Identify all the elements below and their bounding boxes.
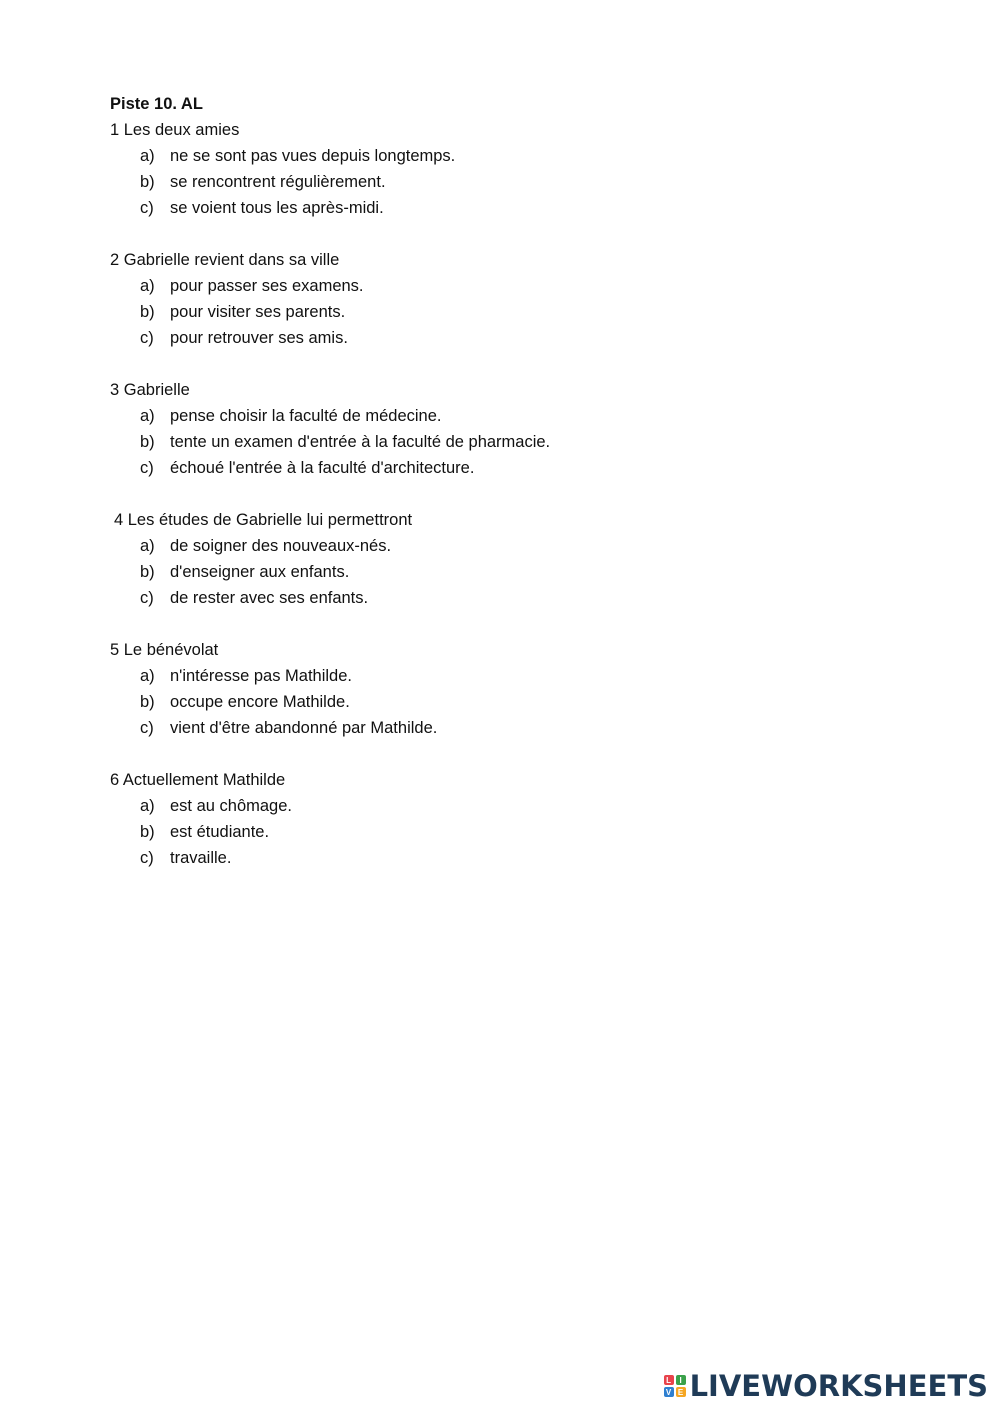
option-text: pense choisir la faculté de médecine. — [170, 407, 442, 425]
logo-mark-tile: I — [676, 1375, 686, 1385]
option-letter: a) — [140, 407, 155, 425]
option-text: occupe encore Mathilde. — [170, 693, 350, 711]
option-c[interactable] — [110, 195, 910, 221]
option-b[interactable] — [110, 559, 910, 585]
liveworksheets-logo — [664, 1369, 988, 1403]
option-c[interactable] — [110, 715, 910, 741]
option-letter: b) — [140, 563, 155, 581]
option-a[interactable] — [110, 793, 910, 819]
option-text: vient d'être abandonné par Mathilde. — [170, 719, 438, 737]
option-c[interactable] — [110, 455, 910, 481]
option-letter: c) — [140, 849, 154, 867]
question-text: 5 Le bénévolat — [110, 641, 219, 659]
option-letter: c) — [140, 589, 154, 607]
option-b[interactable] — [110, 429, 910, 455]
option-letter: b) — [140, 303, 155, 321]
option-letter: a) — [140, 537, 155, 555]
option-c[interactable] — [110, 845, 910, 871]
option-text: ne se sont pas vues depuis longtemps. — [170, 147, 456, 165]
option-a[interactable] — [110, 533, 910, 559]
option-letter: a) — [140, 667, 155, 685]
question-6 — [110, 767, 910, 871]
option-a[interactable] — [110, 403, 910, 429]
option-text: est au chômage. — [170, 797, 292, 815]
option-a[interactable] — [110, 143, 910, 169]
option-letter: a) — [140, 277, 155, 295]
option-b[interactable] — [110, 819, 910, 845]
logo-text: LIVEWORKSHEETS — [689, 1369, 988, 1403]
question-text: 3 Gabrielle — [110, 381, 190, 399]
option-list — [110, 663, 910, 741]
option-b[interactable] — [110, 299, 910, 325]
logo-mark-tile: E — [676, 1387, 686, 1397]
option-list — [110, 793, 910, 871]
option-text: n'intéresse pas Mathilde. — [170, 667, 352, 685]
question-4 — [110, 507, 910, 611]
logo-mark-icon — [664, 1375, 686, 1397]
option-text: de soigner des nouveaux-nés. — [170, 537, 392, 555]
option-text: d'enseigner aux enfants. — [170, 563, 350, 581]
question-text: 6 Actuellement Mathilde — [110, 771, 286, 789]
option-letter: c) — [140, 719, 154, 737]
option-c[interactable] — [110, 585, 910, 611]
question-5 — [110, 637, 910, 741]
option-text: est étudiante. — [170, 823, 270, 841]
option-b[interactable] — [110, 689, 910, 715]
option-b[interactable] — [110, 169, 910, 195]
option-list — [110, 533, 910, 611]
option-text: se voient tous les après-midi. — [170, 199, 384, 217]
worksheet — [110, 91, 910, 897]
logo-mark-tile: L — [664, 1375, 674, 1385]
question-2 — [110, 247, 910, 351]
question-text: 2 Gabrielle revient dans sa ville — [110, 251, 340, 269]
option-a[interactable] — [110, 663, 910, 689]
option-letter: a) — [140, 797, 155, 815]
option-text: pour passer ses examens. — [170, 277, 364, 295]
option-list — [110, 143, 910, 221]
question-3 — [110, 377, 910, 481]
option-letter: c) — [140, 199, 154, 217]
option-list — [110, 403, 910, 481]
option-letter: b) — [140, 433, 155, 451]
worksheet-title: Piste 10. AL — [110, 95, 203, 113]
option-letter: b) — [140, 693, 155, 711]
option-c[interactable] — [110, 325, 910, 351]
option-text: échoué l'entrée à la faculté d'architecture. — [170, 459, 475, 477]
logo-mark-tile: V — [664, 1387, 674, 1397]
question-1 — [110, 117, 910, 221]
option-list — [110, 273, 910, 351]
option-text: de rester avec ses enfants. — [170, 589, 369, 607]
option-letter: c) — [140, 459, 154, 477]
option-letter: b) — [140, 823, 155, 841]
option-letter: c) — [140, 329, 154, 347]
option-text: travaille. — [170, 849, 232, 867]
question-text: 4 Les études de Gabrielle lui permettront — [114, 511, 413, 529]
option-letter: a) — [140, 147, 155, 165]
option-text: pour visiter ses parents. — [170, 303, 346, 321]
option-a[interactable] — [110, 273, 910, 299]
option-text: pour retrouver ses amis. — [170, 329, 348, 347]
option-text: se rencontrent régulièrement. — [170, 173, 386, 191]
option-letter: b) — [140, 173, 155, 191]
option-text: tente un examen d'entrée à la faculté de pharmacie. — [170, 433, 551, 451]
question-text: 1 Les deux amies — [110, 121, 240, 139]
